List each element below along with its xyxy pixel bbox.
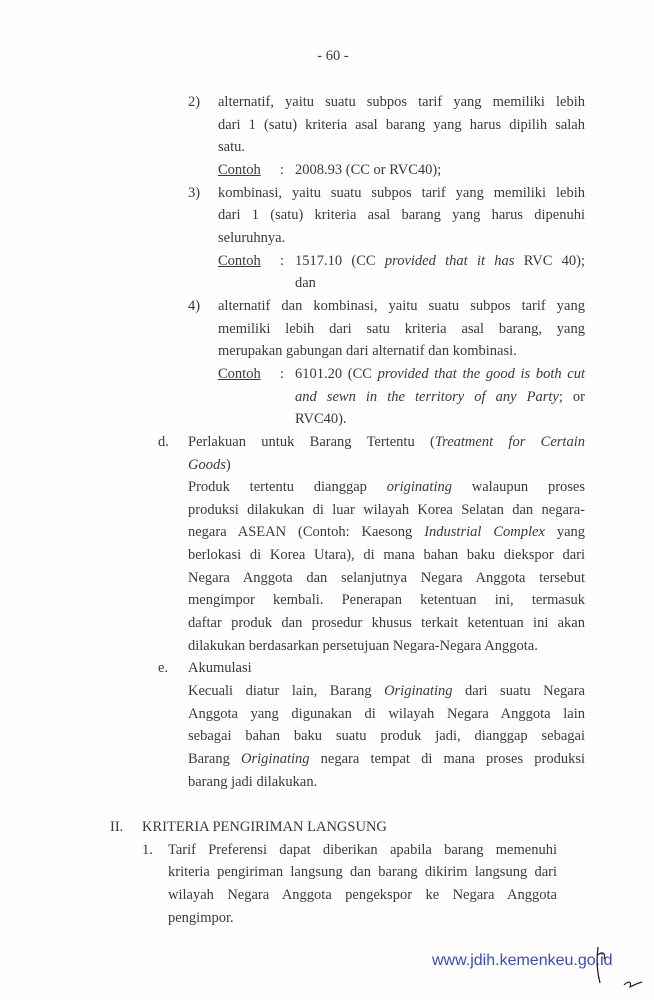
- text-segment: negara tempat di mana proses produksi: [309, 751, 585, 768]
- text-segment: yang: [544, 524, 586, 541]
- section-ii-heading: [110, 816, 562, 839]
- example-colon: :: [280, 365, 285, 382]
- blank-line: [0, 793, 654, 816]
- text-line: dan: [295, 275, 316, 292]
- text-line: memiliki lebih dari satu kriteria asal barang, yang: [218, 320, 585, 337]
- text-line: [188, 748, 585, 771]
- text-segment: ; or: [558, 388, 586, 405]
- example-colon: :: [280, 252, 285, 269]
- italic-segment: Industrial Complex: [424, 524, 545, 541]
- example-label: Contoh: [218, 252, 261, 269]
- footer-link[interactable]: www.jdih.kemenkeu.go.id: [432, 952, 613, 969]
- text-line: merupakan gabungan dari alternatif dan kombinasi.: [218, 343, 517, 360]
- subsection-title: Akumulasi: [188, 660, 252, 677]
- list-item-kombinasi: [188, 182, 586, 295]
- text-line: seluruhnya.: [218, 229, 286, 246]
- subsection-title: [188, 431, 585, 454]
- text-line: dilakukan berdasarkan persetujuan Negara-Negara Anggota.: [188, 637, 538, 654]
- section-title: KRITERIA PENGIRIMAN LANGSUNG: [142, 818, 387, 835]
- text-segment: Barang: [188, 751, 242, 768]
- example-colon: :: [280, 161, 285, 178]
- text-line: kombinasi, yaitu suatu subpos tarif yang memiliki lebih: [218, 184, 585, 201]
- text-segment: Perlakuan untuk Barang Tertentu (: [188, 433, 435, 450]
- subsection-letter: d.: [158, 433, 169, 450]
- italic-segment: and sewn in the territory of any Party: [295, 388, 559, 405]
- example-value: [295, 363, 585, 431]
- italic-segment: Originating: [241, 751, 310, 768]
- text-line: mengimpor kembali. Penerapan ketentuan ini, termasuk: [188, 592, 585, 609]
- text-line: Negara Anggota dan selanjutnya Negara Anggota tersebut: [188, 569, 585, 586]
- text-segment: negara ASEAN (Contoh: Kaesong: [188, 524, 425, 541]
- page-number: - 60 -: [317, 48, 349, 64]
- subsection-e: [158, 657, 585, 793]
- text-line: Tarif Preferensi dapat diberikan apabila barang memenuhi: [168, 841, 557, 858]
- item-number: 4): [188, 297, 201, 314]
- text-segment: ): [225, 456, 231, 473]
- text-line: [188, 476, 585, 499]
- text-line: [188, 521, 585, 544]
- point-number: 1.: [142, 841, 153, 858]
- text-segment: walaupun proses: [451, 479, 585, 496]
- text-line: alternatif, yaitu suatu subpos tarif yang memiliki lebih: [218, 94, 585, 110]
- italic-segment: provided that the good is both cut: [377, 365, 585, 382]
- item-number: 2): [188, 94, 201, 110]
- text-segment: dari suatu Negara: [452, 683, 585, 700]
- text-segment: 6101.20 (CC: [295, 365, 378, 382]
- text-line: satu.: [218, 139, 245, 156]
- text-line: berlokasi di Korea Utara), di mana bahan baku diekspor dari: [188, 547, 585, 564]
- subsection-title: [188, 454, 585, 477]
- text-line: [188, 680, 585, 703]
- text-segment: RVC 40);: [514, 252, 586, 269]
- text-line: produksi dilakukan di luar wilayah Korea Selatan dan negara-: [188, 501, 585, 518]
- example-value: [295, 159, 585, 182]
- subsection-letter: e.: [158, 660, 169, 677]
- section-ii-point-1: [142, 839, 557, 930]
- signature-initials-icon: [580, 945, 650, 995]
- text-line: alternatif dan kombinasi, yaitu suatu subpos tarif yang: [218, 297, 585, 314]
- text-line: dari 1 (satu) kriteria asal barang yang harus dipenuhi: [218, 207, 585, 224]
- text-line: pengimpor.: [168, 909, 234, 926]
- text-line: [295, 386, 585, 409]
- text-line: dari 1 (satu) kriteria asal barang yang harus dipilih salah: [218, 116, 585, 133]
- italic-segment: Originating: [384, 683, 453, 700]
- text-segment: Kecuali diatur lain, Barang: [188, 683, 385, 700]
- text-segment: Produk tertentu dianggap: [188, 479, 387, 496]
- italic-segment: Treatment for Certain: [434, 433, 585, 450]
- text-line: Anggota yang digunakan di wilayah Negara Anggota lain: [188, 705, 585, 722]
- subsection-d: [158, 431, 586, 658]
- text-line: [295, 363, 585, 386]
- italic-segment: provided that it has: [384, 252, 515, 269]
- item-number: 3): [188, 184, 201, 201]
- example-label: Contoh: [218, 365, 261, 382]
- example-row: [218, 363, 585, 431]
- section-numeral: II.: [110, 818, 124, 835]
- example-row: [218, 159, 585, 182]
- italic-segment: originating: [386, 479, 452, 496]
- text-line: kriteria pengiriman langsung dan barang dikirim langsung dari: [168, 864, 557, 881]
- text-line: barang jadi dilakukan.: [188, 773, 318, 790]
- list-item-alternatif: [188, 91, 585, 182]
- example-value: [295, 250, 585, 295]
- text-line: [295, 250, 585, 273]
- text-line: sebagai bahan baku suatu produk jadi, dianggap sebagai: [188, 728, 585, 745]
- text-segment: 1517.10 (CC: [295, 252, 385, 269]
- list-item-alternatif-dan-kombinasi: [188, 295, 586, 431]
- text-line: daftar produk dan prosedur khusus terkait ketentuan ini akan: [188, 615, 585, 632]
- italic-segment: Goods: [188, 456, 226, 473]
- text-line: wilayah Negara Anggota pengekspor ke Negara Anggota: [168, 886, 557, 903]
- example-label: Contoh: [218, 161, 261, 178]
- example-row: [218, 250, 585, 295]
- text-line: RVC40).: [295, 411, 347, 428]
- text-line: 2008.93 (CC or RVC40);: [295, 161, 442, 178]
- document-body: [0, 91, 654, 929]
